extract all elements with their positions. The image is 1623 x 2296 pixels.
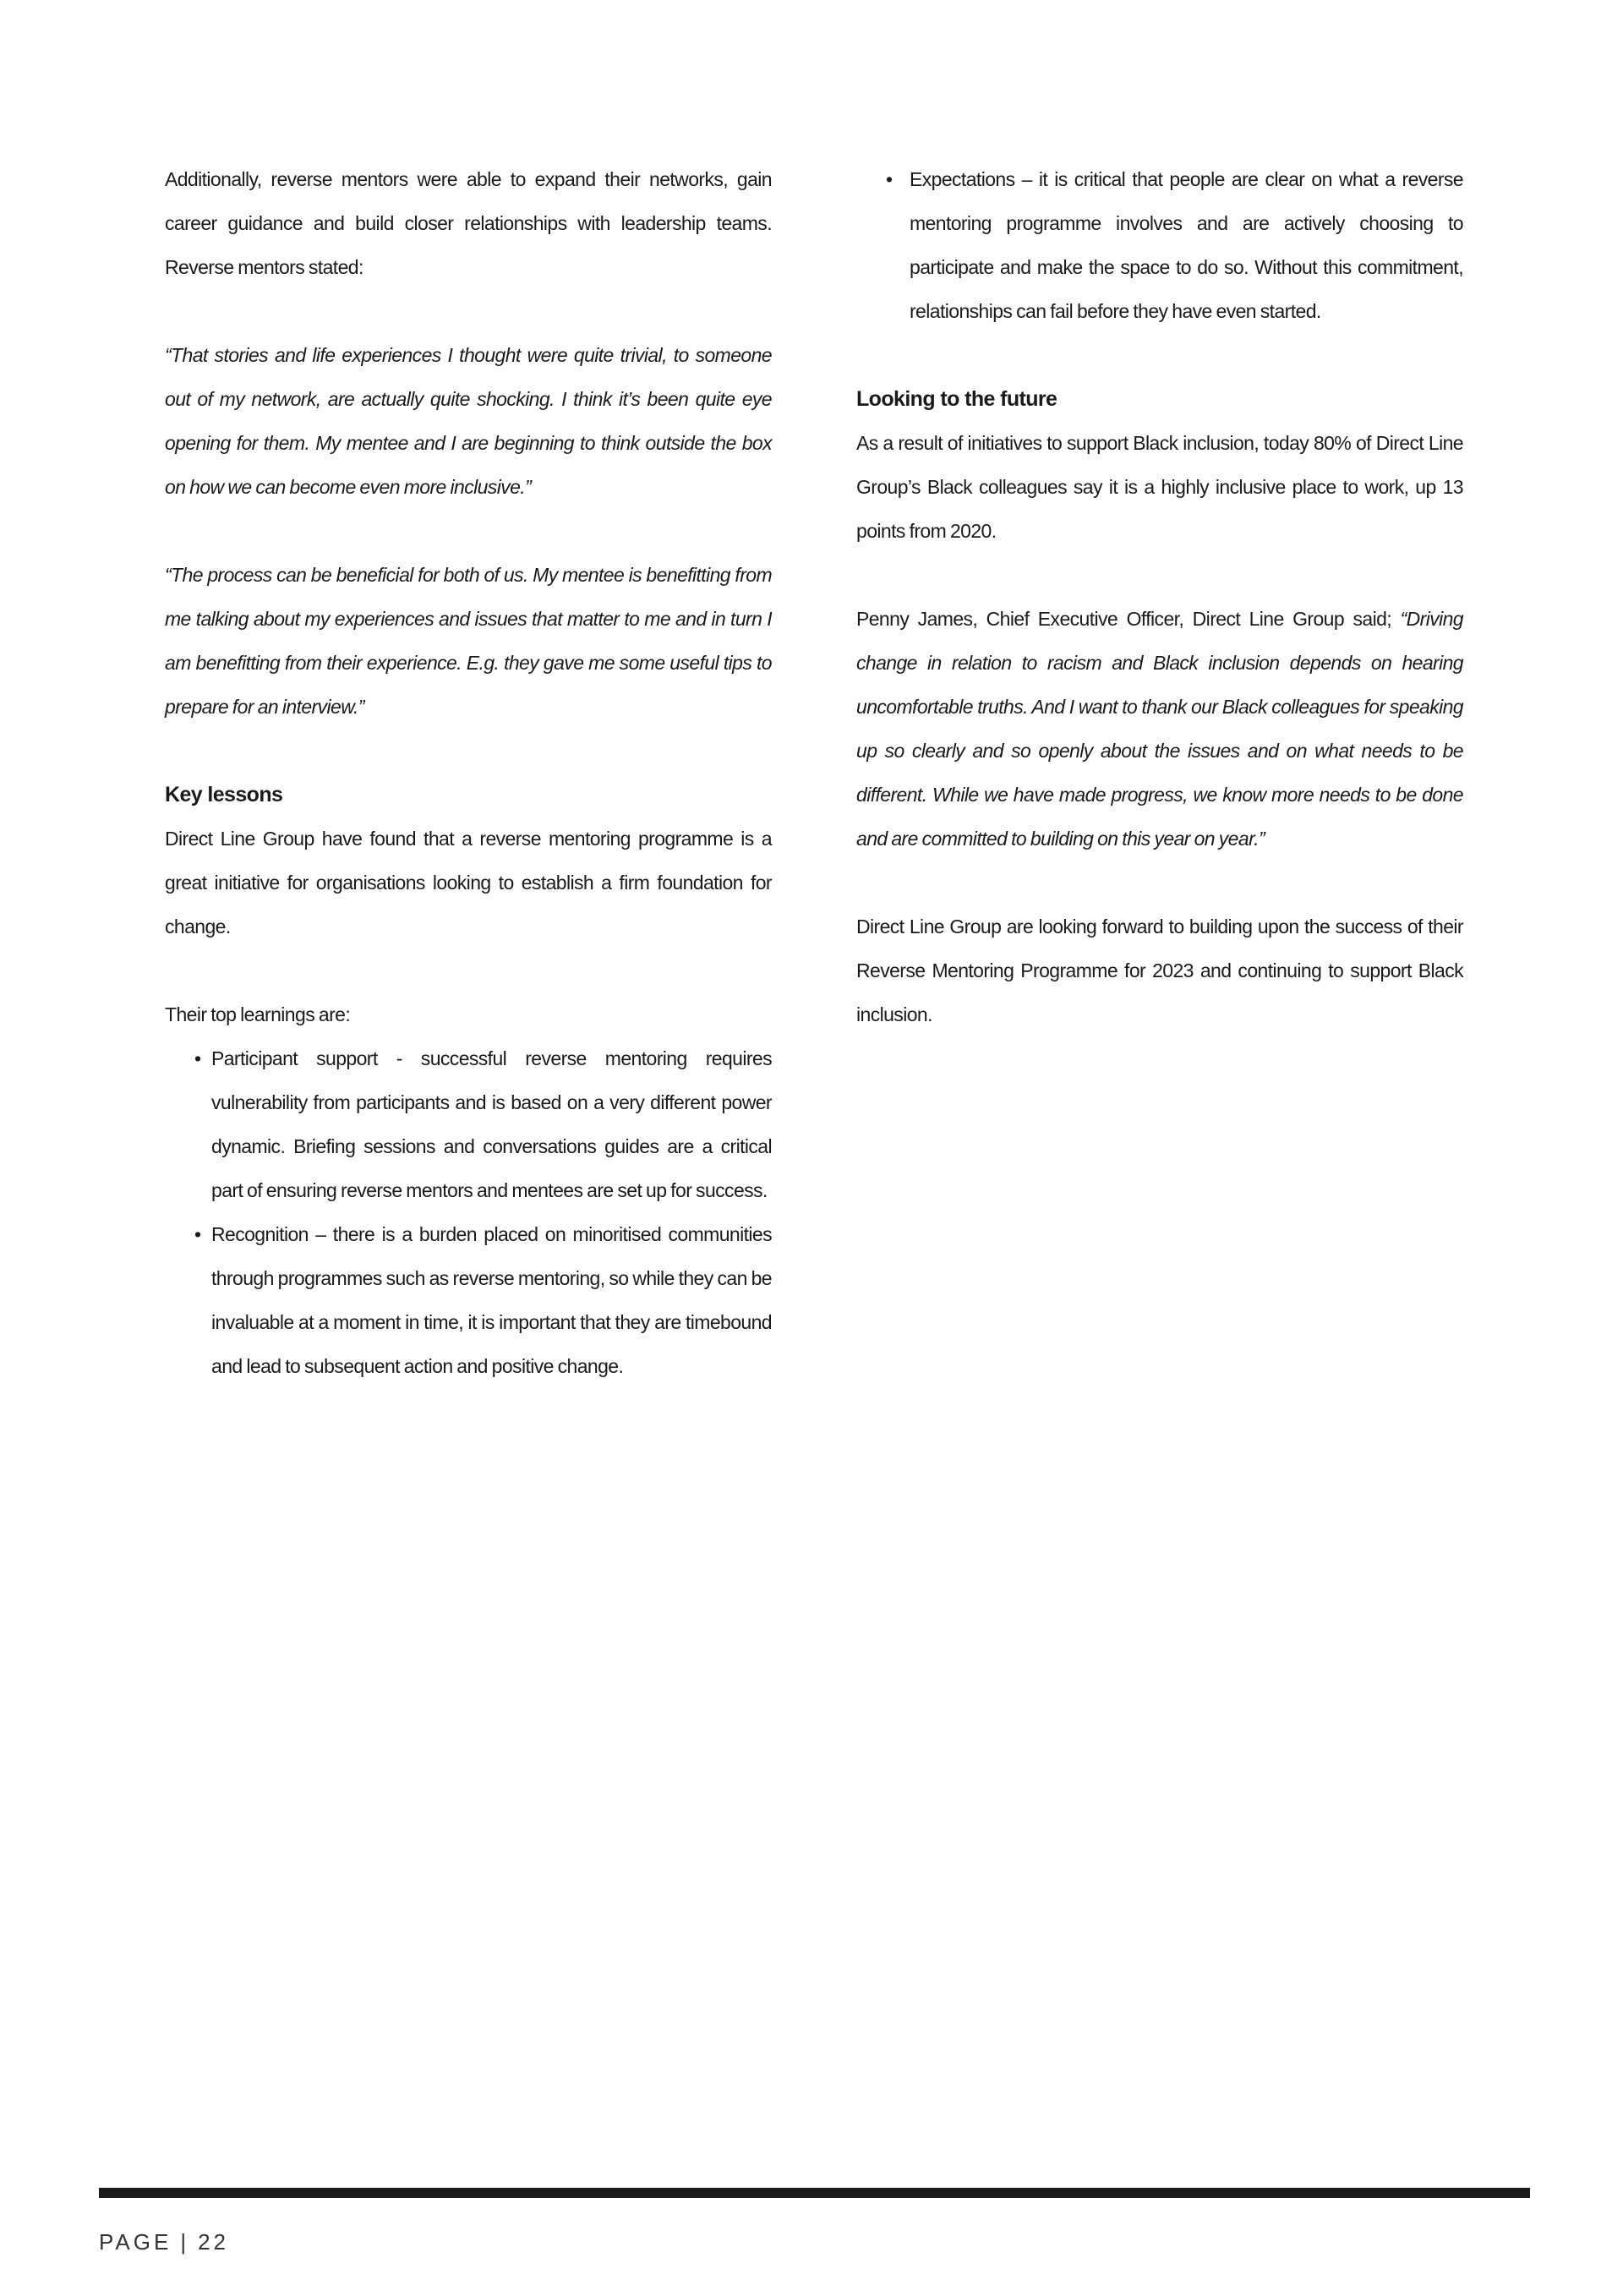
mentor-quote-1: “That stories and life experiences I thought were quite trivial, to someone out of my network, are actually quite shocking. I think it’s been quite eye opening for them. My mentee and I are beginning to think outside the box on how we can become even more inclusive.” xyxy=(165,344,772,498)
expectations-list xyxy=(856,157,1463,333)
learnings-intro: Their top learnings are: xyxy=(165,1003,351,1025)
ceo-intro: Penny James, Chief Executive Officer, Direct Line Group said; xyxy=(856,608,1401,630)
page-footer xyxy=(99,2229,229,2255)
spacer xyxy=(856,861,1463,905)
key-lessons-paragraph: Direct Line Group have found that a reverse mentoring programme is a great initiative for organisations looking to establish a firm foundation for change. xyxy=(165,828,772,938)
spacer xyxy=(165,509,772,553)
spacer xyxy=(165,289,772,333)
footer-separator: | xyxy=(180,2229,190,2255)
list-item xyxy=(165,1036,772,1212)
left-column xyxy=(165,157,772,1388)
list-item xyxy=(165,1212,772,1388)
list-item-text: Recognition – there is a burden placed on minoritised communities through programmes such as reverse mentoring, so while they can be invaluable at a moment in time, it is important that they are timebound and lead to subsequent action and positive change. xyxy=(211,1223,772,1377)
key-lessons-heading: Key lessons xyxy=(165,783,283,806)
future-paragraph: As a result of initiatives to support Black inclusion, today 80% of Direct Line Group’s Black colleagues say it is a highly inclusive place to work, up 13 points from 2020. xyxy=(856,432,1463,542)
ceo-quote: “Driving change in relation to racism and Black inclusion depends on hearing uncomfortable truths. And I want to thank our Black colleagues for speaking up so clearly and so openly about the issues and on what needs to be different. While we have made progress, we know more needs to be done and are committed to building on this year on year.” xyxy=(856,608,1463,850)
spacer xyxy=(856,553,1463,597)
future-heading: Looking to the future xyxy=(856,387,1057,411)
bullet-icon: • xyxy=(886,168,893,190)
spacer xyxy=(165,729,772,773)
closing-paragraph: Direct Line Group are looking forward to building upon the success of their Reverse Mentoring Programme for 2023 and continuing to support Black inclusion. xyxy=(856,916,1463,1025)
spacer xyxy=(165,948,772,992)
right-column xyxy=(856,157,1463,1036)
intro-paragraph: Additionally, reverse mentors were able to expand their networks, gain career guidance and build closer relationships with leadership teams. Reverse mentors stated: xyxy=(165,168,772,278)
bullet-icon: • xyxy=(194,1047,201,1069)
page-label: PAGE xyxy=(99,2229,172,2255)
list-item-text: Expectations – it is critical that people are clear on what a reverse mentoring programme involves and are actively choosing to participate and make the space to do so. Without this commitment, relationships can fail before they have even started. xyxy=(910,168,1463,322)
list-item xyxy=(856,157,1463,333)
bullet-icon: • xyxy=(194,1223,201,1245)
page-number: 22 xyxy=(198,2229,230,2255)
ceo-statement xyxy=(856,597,1463,861)
mentor-quote-2: “The process can be beneficial for both of us. My mentee is benefitting from me talking about my experiences and issues that matter to me and in turn I am benefitting from their experience. E.g. they gave me some useful tips to prepare for an interview.” xyxy=(165,564,772,718)
spacer xyxy=(856,333,1463,377)
footer-rule xyxy=(99,2188,1530,2198)
list-item-text: Participant support - successful reverse mentoring requires vulnerability from participants and is based on a very different power dynamic. Briefing sessions and conversations guides are a critical part of ensuring reverse mentors and mentees are set up for success. xyxy=(211,1047,772,1201)
learnings-list xyxy=(165,1036,772,1388)
